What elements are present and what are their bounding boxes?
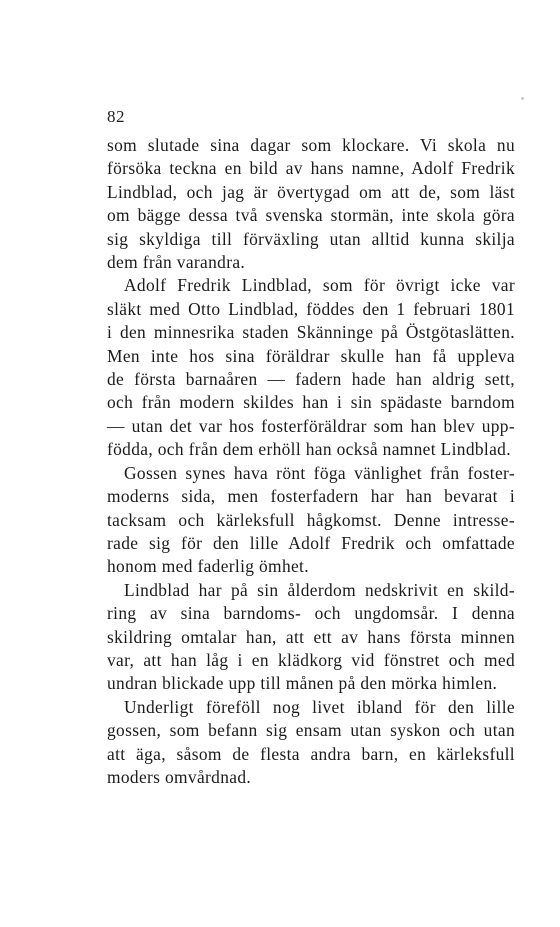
text-line: och från modern skildes han i sin spädaste barndom (107, 392, 515, 413)
paragraph-2 (107, 274, 515, 461)
text-line: tacksam och kärleksfull hågkomst. Denne intresse- (107, 509, 515, 530)
text-line: Adolf Fredrik Lindblad, som för övrigt icke var (124, 275, 515, 296)
paragraph-4 (107, 579, 515, 696)
text-line: Lindblad har på sin ålderdom nedskrivit en skild- (124, 579, 515, 600)
text-line: var, att han låg i en klädkorg vid fönstret och med (107, 649, 515, 670)
text-line: rade sig för den lille Adolf Fredrik och omfattade (107, 532, 515, 553)
paragraph-1 (107, 134, 515, 274)
text-line: om bägge dessa två svenska stormän, inte skola göra (107, 205, 515, 226)
paragraph-5 (107, 696, 515, 790)
text-line: honom med faderlig ömhet. (107, 556, 309, 577)
text-line: Gossen synes hava rönt föga vänlighet från foster- (124, 462, 515, 483)
text-line: sig skyldiga till förväxling utan alltid kunna skilja (107, 228, 515, 249)
body-text (107, 134, 515, 789)
text-line: som slutade sina dagar som klockare. Vi skola nu (107, 135, 515, 155)
text-line: de första barnaåren — fadern hade han aldrig sett, (107, 369, 515, 390)
text-line: moders omvårdnad. (107, 766, 252, 787)
text-line: — utan det var hos fosterföräldrar som han blev upp- (107, 415, 515, 436)
text-line: dem från varandra. (107, 252, 246, 273)
text-line: födda, och från dem erhöll han också namnet Lindblad. (107, 439, 511, 460)
text-line: att äga, såsom de flesta andra barn, en kärleksfull (107, 743, 515, 764)
text-line: försöka teckna en bild av hans namne, Adolf Fredrik (107, 158, 515, 179)
text-line: moderns sida, men fosterfadern har han bevarat i (107, 486, 515, 507)
paper-speck (521, 97, 524, 100)
text-line: undran blickade upp till månen på den mörka himlen. (107, 673, 498, 694)
text-line: skildring omtalar han, att ett av hans första minnen (107, 626, 515, 647)
text-line: gossen, som befann sig ensam utan syskon och utan (107, 720, 515, 741)
text-line: ring av sina barndoms- och ungdomsår. I denna (107, 603, 515, 624)
text-line: Underligt föreföll nog livet ibland för den lille (124, 696, 515, 717)
text-line: i den minnesrika staden Skänninge på Östgötaslätten. (107, 322, 515, 343)
paragraph-3 (107, 462, 515, 579)
text-line: Lindblad, och jag är övertygad om att de, som läst (107, 181, 515, 202)
text-line: släkt med Otto Lindblad, föddes den 1 februari 1801 (107, 298, 515, 319)
text-line: Men inte hos sina föräldrar skulle han få uppleva (107, 345, 515, 366)
page-number: 82 (107, 107, 125, 126)
